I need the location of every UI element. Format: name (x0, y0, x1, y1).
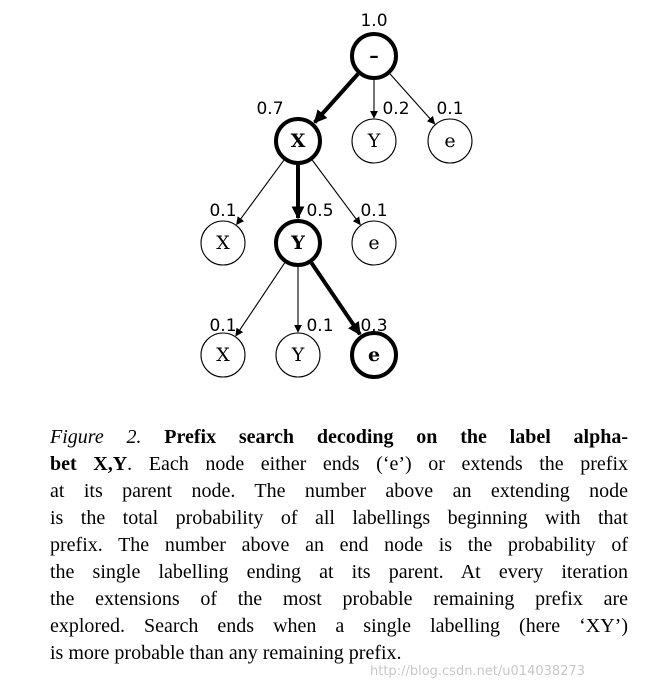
node-label: Y (367, 130, 381, 152)
caption-line: the single labelling ending at its parent. At every iteration (50, 561, 628, 583)
node-probability: 0.7 (256, 99, 284, 119)
node-l2-e (352, 201, 396, 265)
caption-line: at its parent node. The number above an extending node (50, 480, 628, 502)
node-label: e (444, 130, 456, 152)
node-probability: 0.3 (360, 316, 388, 336)
node-label: X (290, 130, 306, 152)
figure-caption (50, 424, 628, 667)
node-l3-e (352, 316, 396, 377)
node-root (352, 11, 396, 78)
node-probability: 0.1 (306, 316, 334, 336)
caption-line (50, 451, 628, 478)
node-l1-e (428, 99, 472, 163)
figure-label: Figure 2. (50, 426, 142, 448)
node-l3-x (201, 316, 245, 377)
node-label: e (368, 232, 380, 254)
caption-line: the extensions of the most probable remaining prefix are (50, 588, 628, 610)
node-l3-y (276, 316, 334, 377)
caption-line (50, 424, 628, 451)
node-label: e (367, 344, 381, 366)
edge-root-to-l1-x-bold (315, 74, 358, 122)
node-label: Y (291, 232, 305, 254)
node-l2-y (276, 201, 334, 265)
node-probability: 0.5 (306, 201, 334, 221)
caption-line: explored. Search ends when a single labelling (here ‘XY’) (50, 615, 628, 637)
node-probability: 0.1 (209, 201, 237, 221)
caption-line: is more probable than any remaining prefix. (50, 642, 402, 664)
watermark-url: http://blog.csdn.net/u014038273 (370, 664, 585, 679)
node-probability: 0.1 (436, 99, 464, 119)
node-probability: 0.1 (209, 316, 237, 336)
node-label: – (369, 45, 379, 67)
caption-text: . Each node either ends (‘e’) or extends the prefix (127, 453, 629, 475)
node-label: Y (291, 344, 305, 366)
node-label: X (216, 232, 230, 254)
tree-nodes (201, 11, 472, 377)
caption-line: is the total probability of all labellings beginning with that (50, 507, 628, 529)
caption-title: Prefix search decoding on the label alpha- (164, 426, 628, 448)
node-probability: 0.1 (360, 201, 388, 221)
node-probability: 0.2 (382, 99, 410, 119)
edge-l2-y-to-l3-x (236, 263, 285, 336)
node-label: X (216, 344, 230, 366)
node-l2-x (201, 201, 245, 265)
caption-line: prefix. The number above an end node is the probability of (50, 534, 628, 556)
node-l1-x (256, 99, 320, 163)
node-probability: 1.0 (360, 11, 388, 31)
edge-l1-x-to-l2-x (237, 160, 284, 224)
node-l1-y (352, 99, 410, 163)
caption-title-cont: bet X,Y (50, 453, 128, 475)
